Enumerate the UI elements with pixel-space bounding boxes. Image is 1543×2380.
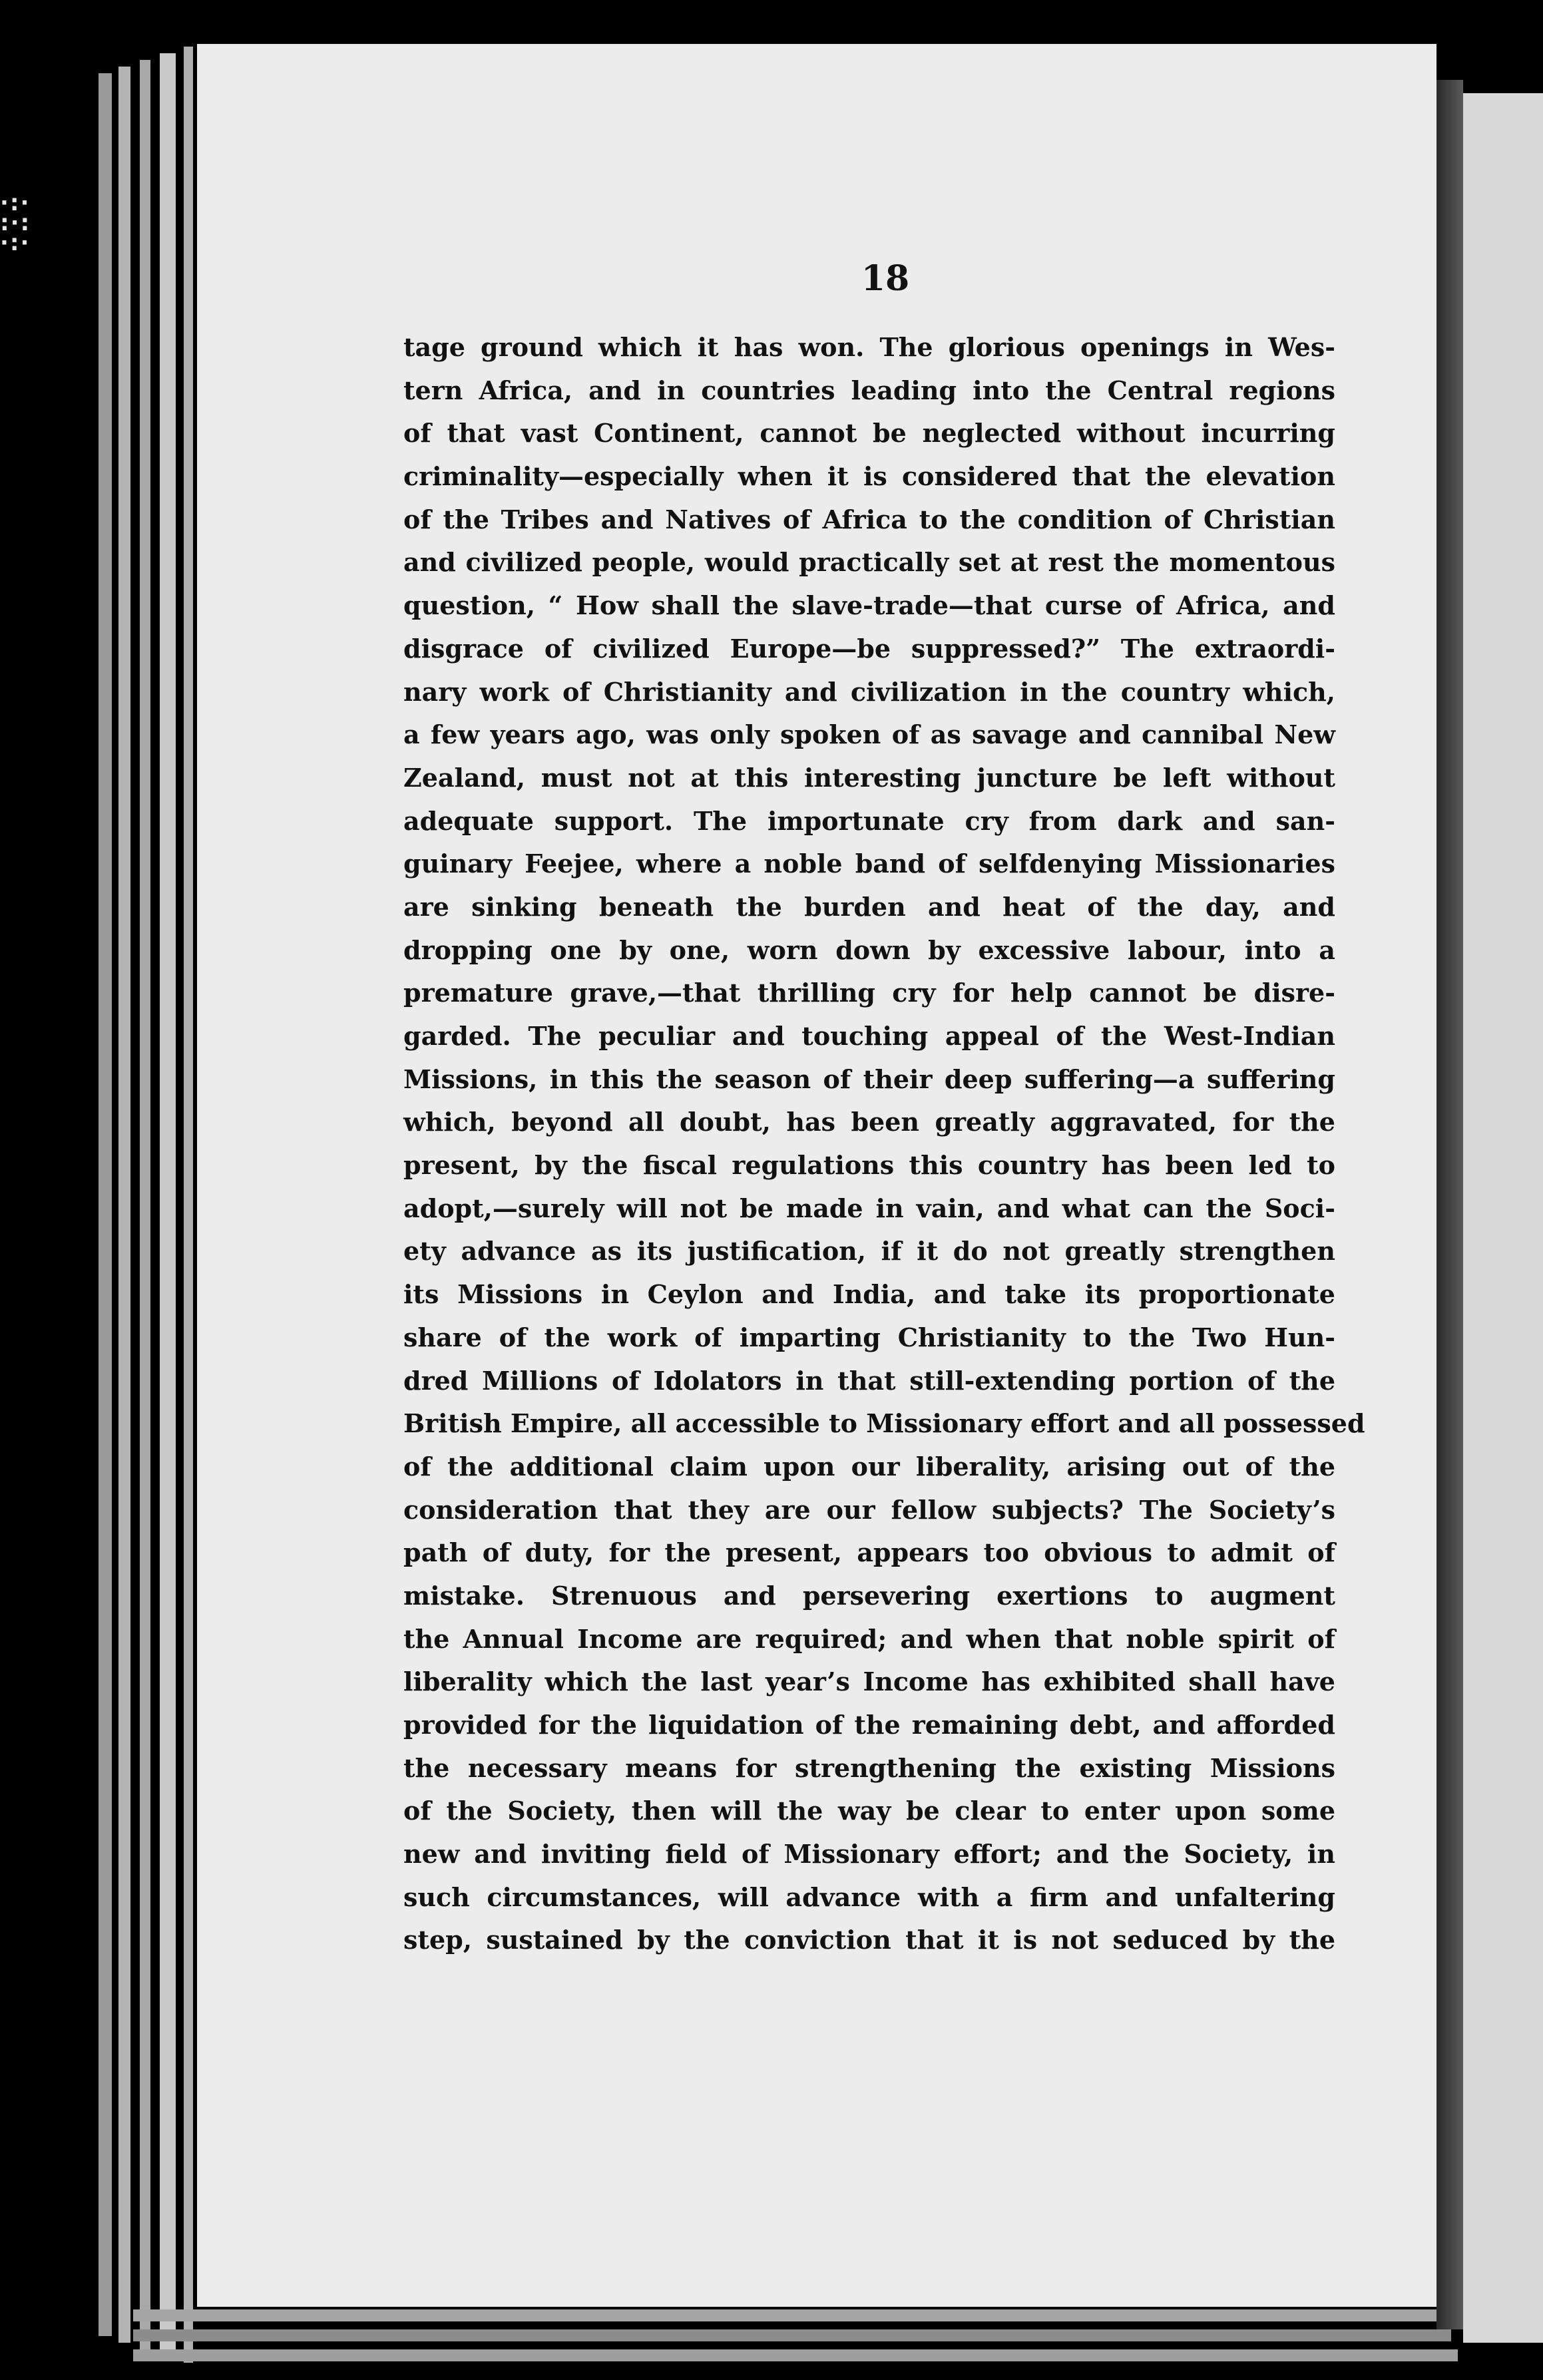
- text-line: liberality which the last year’s Income has exhibited shall have: [403, 1667, 1335, 1697]
- text-line: are sinking beneath the burden and heat of the day, and: [403, 891, 1335, 922]
- page-edge: [99, 73, 112, 2336]
- facing-page-edge: [1463, 93, 1543, 2343]
- text-line: nary work of Christianity and civilization in the country which,: [403, 676, 1335, 707]
- text-line: present, by the fiscal regulations this country has been led to: [403, 1150, 1335, 1181]
- scan-artifact: ·:· :·: ·:·: [0, 190, 31, 256]
- body-text: [403, 326, 1365, 1962]
- text-line: tern Africa, and in countries leading into the Central regions: [403, 375, 1335, 405]
- text-line: step, sustained by the conviction that it is not seduced by the: [403, 1925, 1335, 1955]
- page-edge: [118, 67, 130, 2343]
- text-line: such circumstances, will advance with a firm and unfaltering: [403, 1882, 1335, 1912]
- book-spine-shadow: [1436, 80, 1463, 2329]
- text-line: British Empire, all accessible to Missionary effort and all possessed: [403, 1408, 1365, 1439]
- text-line: new and inviting field of Missionary effort; and the Society, in: [403, 1839, 1335, 1870]
- text-line: provided for the liquidation of the remaining debt, and afforded: [403, 1710, 1335, 1740]
- text-line: of the Society, then will the way be clear to enter upon some: [403, 1796, 1335, 1826]
- text-line: ety advance as its justification, if it do not greatly strengthen: [403, 1236, 1335, 1267]
- text-line: a few years ago, was only spoken of as savage and cannibal New: [403, 719, 1335, 750]
- text-line: the Annual Income are required; and when that noble spirit of: [403, 1623, 1335, 1654]
- text-line: premature grave,—that thrilling cry for help cannot be disre-: [403, 978, 1335, 1008]
- page-number: 18: [861, 258, 910, 299]
- text-line: adopt,—surely will not be made in vain, and what can the Soci-: [403, 1193, 1335, 1223]
- page-bottom-edge: [133, 2309, 1438, 2321]
- text-line: and civilized people, would practically set at rest the momentous: [403, 547, 1335, 578]
- text-line: adequate support. The importunate cry from dark and san-: [403, 805, 1335, 836]
- text-line: path of duty, for the present, appears too obvious to admit of: [403, 1537, 1335, 1568]
- text-line: its Missions in Ceylon and India, and take its proportionate: [403, 1279, 1335, 1310]
- page-bottom-edge: [133, 2329, 1451, 2341]
- page-edge: [184, 47, 193, 2363]
- text-line: the necessary means for strengthening the existing Missions: [403, 1752, 1335, 1783]
- text-line: tage ground which it has won. The glorious openings in Wes-: [403, 332, 1335, 362]
- page-bottom-edge: [133, 2349, 1458, 2361]
- page-edge: [140, 60, 150, 2349]
- page-edge: [160, 53, 176, 2356]
- text-line: share of the work of imparting Christianity to the Two Hun-: [403, 1322, 1335, 1352]
- text-line: of the Tribes and Natives of Africa to the condition of Christian: [403, 504, 1335, 534]
- text-line: mistake. Strenuous and persevering exertions to augment: [403, 1580, 1335, 1611]
- text-line: Zealand, must not at this interesting juncture be left without: [403, 762, 1335, 793]
- text-line: disgrace of civilized Europe—be suppressed?” The extraordi-: [403, 633, 1335, 664]
- text-line: of the additional claim upon our liberality, arising out of the: [403, 1451, 1335, 1482]
- text-line: criminality—especially when it is considered that the elevation: [403, 461, 1335, 492]
- text-line: dropping one by one, worn down by excessive labour, into a: [403, 934, 1335, 965]
- text-line: guinary Feejee, where a noble band of selfdenying Missionaries: [403, 849, 1335, 879]
- text-line: dred Millions of Idolators in that still-extending portion of the: [403, 1365, 1335, 1396]
- text-line: Missions, in this the season of their deep suffering—a suffering: [403, 1064, 1335, 1094]
- text-line: consideration that they are our fellow subjects? The Society’s: [403, 1494, 1335, 1525]
- text-line: which, beyond all doubt, has been greatly aggravated, for the: [403, 1107, 1335, 1137]
- text-line: garded. The peculiar and touching appeal of the West-Indian: [403, 1021, 1335, 1051]
- text-line: question, “ How shall the slave-trade—that curse of Africa, and: [403, 590, 1335, 621]
- text-line: of that vast Continent, cannot be neglected without incurring: [403, 418, 1335, 449]
